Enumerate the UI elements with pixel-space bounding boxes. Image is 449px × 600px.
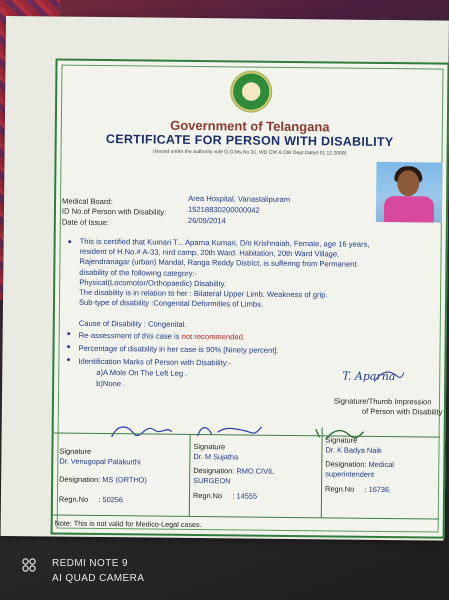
marks-title: Identification Marks of Person with Disability:- [78,356,232,368]
signatory-2: Signature Dr. M Sujatha Designation: RMO CIVIL SURGEON Regn.No : 14555 [192,441,275,502]
sig-label: Signature [325,435,358,445]
para-line: disability of the following category:- [79,267,198,278]
bullet: ● [67,238,72,246]
percentage-text: Percentage of disability in her case is 90% [Ninety percent]. [78,343,279,355]
desig-value-2: SURGEON [193,475,231,486]
desig-value-1: RMO CIVIL [236,466,275,477]
telangana-emblem [230,70,272,112]
id-label: ID No.of Person with Disability: [61,206,167,217]
reassessment-prefix: Re-assessment of this case is [78,330,180,341]
regn-value: 14555 [236,491,258,502]
signature-scribble [344,366,404,389]
note-text: Note: This is not valid for Medico-Legal cases. [54,518,202,530]
cause-of-disability: Cause of Disability : Congenital. [78,318,187,329]
date-label: Date of Issue: [61,217,109,228]
mark-a: a)A Mole On The Left Leg . [96,367,188,378]
sig-name: Dr. K Badya Naik [325,444,382,455]
desig-label: Designation: [325,459,367,469]
medical-board-label: Medical Board: [62,196,113,207]
para-line: Sub-type of disability :Congenital Deformities of Limbs. [78,297,264,309]
thumb-label-2: of Person with Disability [361,406,443,417]
signatory-1: Signature Dr. Venugopal Palakurthi Designation: MS (ORTHO) Regn.No : 50256 [58,446,147,505]
bullet: ● [66,343,71,351]
applicant-photo [376,162,443,223]
desig-value-2: superintendent [325,469,375,479]
id-value: 15218830200000042 [187,204,260,215]
thumb-label-1: Signature/Thumb Impression [333,396,432,407]
certification-paragraph [79,237,422,312]
para-line: resident of H.No.# A-33, nird camp, 20th Ward. Habitation, 20th Ward Village, [79,246,340,259]
photo-face [397,170,419,196]
desig-value-1: Medical [368,460,394,470]
watermark-line-2: AI QUAD CAMERA [52,573,145,584]
para-line: Physical(Locomotor/Orthopaedic) Disability. [79,277,226,289]
desig-value: MS (ORTHO) [102,475,147,485]
certificate-title: CERTIFICATE FOR PERSON WITH DISABILITY [105,132,394,150]
sig-label: Signature [59,446,92,456]
certificate-paper [1,16,449,541]
regn-value: 50256 [102,494,124,505]
government-title: Government of Telangana [170,117,330,135]
reassessment-label [79,331,245,342]
mark-b: b)None . [96,378,126,389]
regn-label: Regn.No [325,484,355,495]
regn-label: Regn.No [192,491,223,501]
date-value: 26/09/2014 [187,215,226,226]
desig-label: Designation: [193,466,235,476]
desig-label: Designation: [59,474,101,485]
photo-shirt [384,196,434,223]
watermark-line-1: REDMI NOTE 9 [52,558,128,569]
sig-label: Signature [193,441,226,452]
medical-board-value: Area Hospital, Vanastalipuram [188,193,291,204]
issued-under-text: (Issued under the authority vide G.O.Ms.No.31, WD CW & DW Dept.Dated 01.12.2009) [152,148,347,157]
reassessment-value: not recommended. [181,331,246,342]
sig-name: Dr. M Sujatha [193,451,239,462]
certificate-frame [51,59,449,539]
signatory-3: Signature Dr. K Badya Naik Designation: Medical superintendent Regn.No : 16736 [325,435,394,495]
camera-lens-icon [22,558,36,572]
regn-label: Regn.No [58,494,89,504]
para-line: This is certified that Kumari T... Aparna Kumari, D/o Krishnaiah, Female, age 16 years, [79,236,370,249]
applicant-signature: T. Aparna [342,369,396,384]
para-line: The disability is in relation to her : Bilateral Upper Limb. Weakness of grip. [79,287,328,300]
regn-value: 16736 [368,485,390,495]
para-line: Rajendranagar (urban) Mandal, Ranga Reddy District, is suffering from Permanent [79,257,357,270]
watermark-text [52,556,144,586]
sig-name: Dr. Venugopal Palakurthi [59,456,141,467]
bullet: ● [66,330,71,338]
bullet: ● [66,356,71,364]
